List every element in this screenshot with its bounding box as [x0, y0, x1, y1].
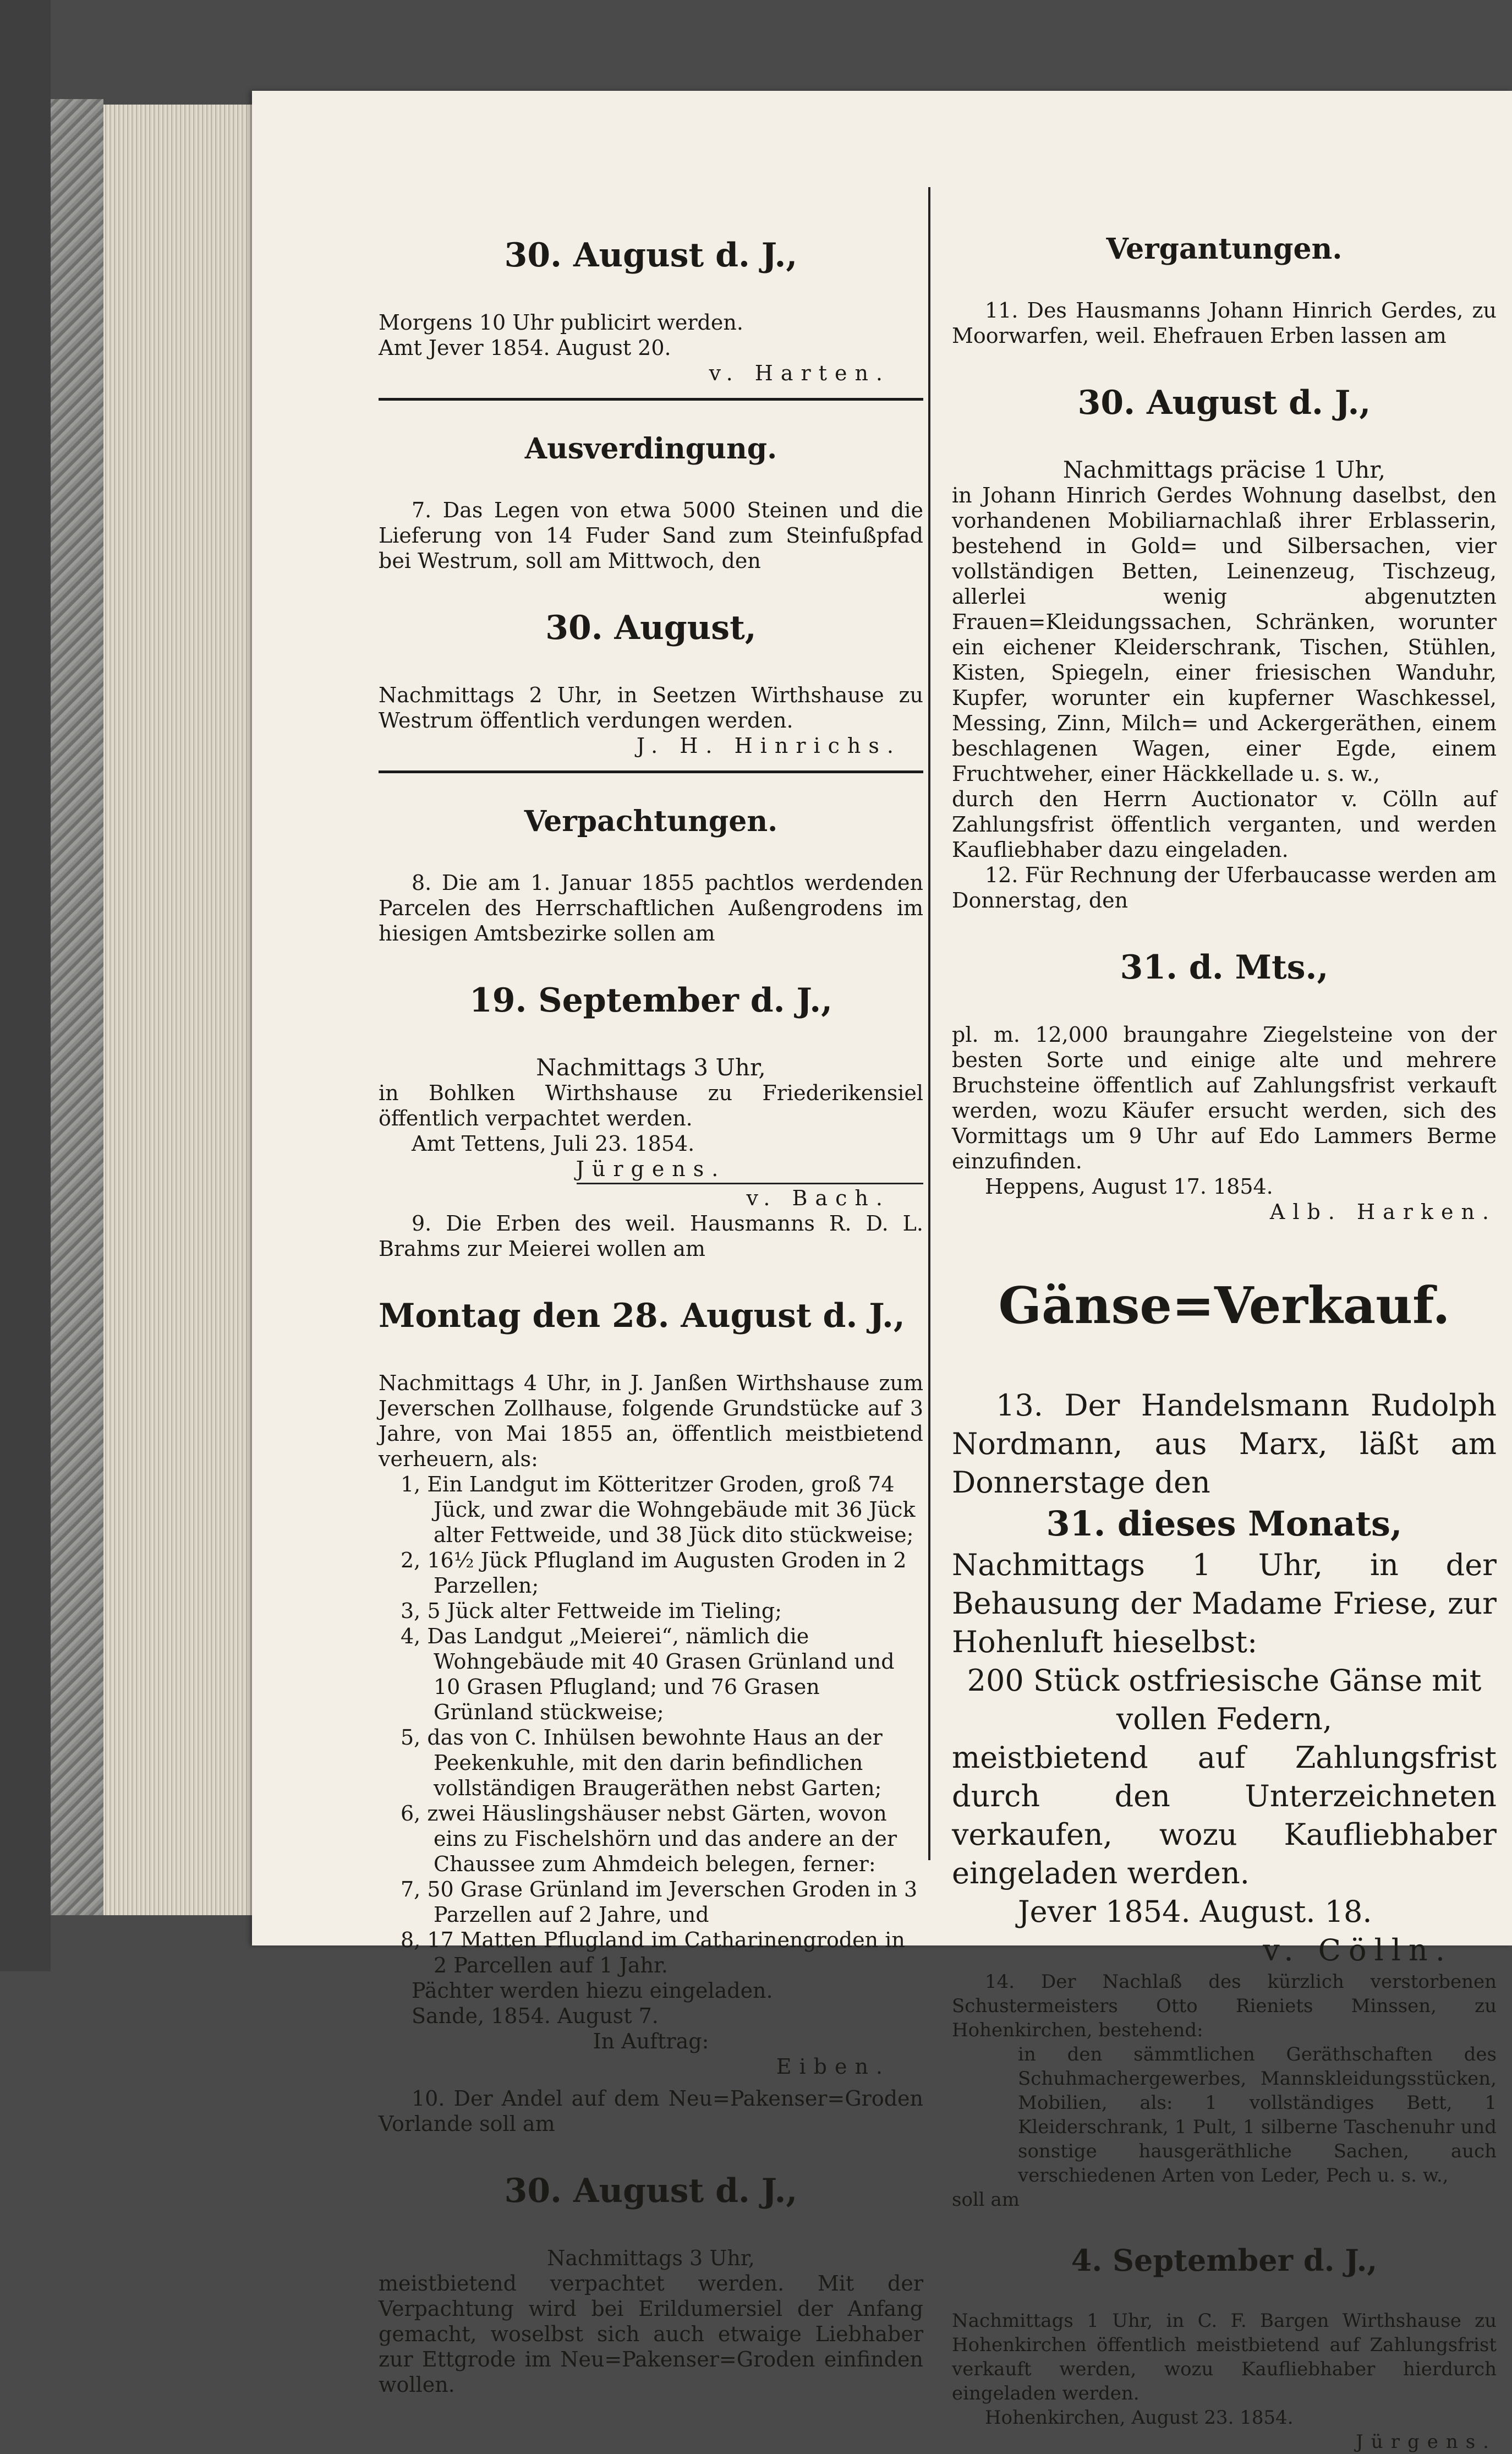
date-heading: 30. August d. J., [1077, 384, 1371, 422]
paragraph: 7. Das Legen von etwa 5000 Steinen und die Lieferung von 14 Fuder Sand zum Steinfußpfad bei Westrum, soll am Mittwoch, den [379, 498, 923, 573]
signature: J. H. Hinrichs. [636, 734, 901, 758]
text-line: Amt Jever 1854. August 20. [379, 336, 671, 360]
list-item: 7, 50 Grase Grünland im Jeverschen Groden in 3 Parzellen auf 2 Jahre, und [401, 1877, 918, 1927]
page [252, 91, 1512, 2453]
signature: v. Bach. [746, 1186, 890, 1210]
paragraph: in den sämmtlichen Geräthschaften des Schuhmachergewerbes, Mannskleidungsstücken, Mobilien, als: 1 vollständiges Bett, 1 Kleiderschrank, 1 Pult, 1 silberne Taschenuhr und sonstige hausgeräthliche Sachen, auch verschiedenen Arten von Leder, Pech u. s. w., [1018, 2043, 1497, 2187]
right-column [952, 201, 1497, 2454]
paragraph: soll am [952, 2189, 1020, 2211]
list-item: 5, das von C. Inhülsen bewohnte Haus an der Peekenkuhle, mit den darin befindlichen vollständigen Braugeräthen nebst Garten; [401, 1725, 883, 1800]
date-heading: 31. dieses Monats, [1046, 1504, 1403, 1544]
signature: v. Harten. [709, 361, 890, 385]
list-item: 8, 17 Matten Pflugland im Catharinengroden in 2 Parcellen auf 1 Jahr. [401, 1928, 905, 1977]
section-rule [379, 770, 923, 773]
marbled-edge [51, 99, 103, 1915]
paragraph: 10. Der Andel auf dem Neu=Pakenser=Groden Vorlande soll am [379, 2086, 923, 2136]
paragraph: Pächter werden hiezu eingeladen. [412, 1978, 773, 2003]
list-item: 1, Ein Landgut im Kötteritzer Groden, groß 74 Jück, und zwar die Wohngebäude mit 36 Jück alter Fettweide, und 38 Jück dito stückweise; [401, 1472, 916, 1547]
date-heading: 30. August, [545, 609, 757, 647]
text-line: Morgens 10 Uhr publicirt werden. [379, 310, 743, 335]
date-heading: 30. August d. J., [504, 236, 798, 275]
time-line: Nachmittags 3 Uhr, [547, 2246, 755, 2270]
list-item: 4, Das Landgut „Meierei“, nämlich die Wohngebäude mit 40 Grasen Grünland und 10 Grasen Pflugland; und 76 Grasen Grünland stückweise; [401, 1624, 895, 1724]
paragraph: 13. Der Handelsmann Rudolph Nordmann, aus Marx, läßt am Donnerstage den [952, 1388, 1497, 1500]
paragraph: meistbietend auf Zahlungsfrist durch den Unterzeichneten verkaufen, wozu Kaufliebhaber eingeladen werden. [952, 1740, 1497, 1890]
signature: Alb. Harken. [1269, 1200, 1497, 1224]
paragraph: Nachmittags 4 Uhr, in J. Janßen Wirthshause zum Jeverschen Zollhause, folgende Grundstücke auf 3 Jahre, von Mai 1855 an, öffentlich meistbietend verheuern, als: [379, 1371, 923, 1471]
list-item: 3, 5 Jück alter Fettweide im Tieling; [401, 1599, 782, 1623]
paragraph: 12. Für Rechnung der Uferbaucasse werden am Donnerstag, den [952, 863, 1497, 912]
paragraph: durch den Herrn Auctionator v. Cölln auf Zahlungsfrist öffentlich verganten, und werden Kaufliebhaber dazu eingeladen. [952, 787, 1497, 862]
list-item: 6, zwei Häuslingshäuser nebst Gärten, wovon eins zu Fischelshörn und das andere an der Chaussee zum Ahmdeich belegen, ferner: [401, 1801, 897, 1876]
book-spine [0, 0, 51, 1971]
paragraph: meistbietend verpachtet werden. Mit der Verpachtung wird bei Erildumersiel der Anfang gemacht, woselbst sich auch etwaige Liebhaber zur Ettgrode im Neu=Pakenser=Groden einfinden wollen. [379, 2271, 923, 2397]
paragraph: 14. Der Nachlaß des kürzlich verstorbenen Schustermeisters Otto Rieniets Minssen, zu Hohenkirchen, bestehend: [952, 1971, 1497, 2041]
section-heading: Gänse=Verkauf. [998, 1276, 1450, 1335]
paragraph: in Johann Hinrich Gerdes Wohnung daselbst, den vorhandenen Mobiliarnachlaß ihrer Erblasserin, bestehend in Gold= und Silbersachen, vier vollständigen Betten, Leinenzeug, Tischzeug, allerlei wenig abgenutzten Frauen=Kleidungssachen, Schränken, worunter ein eichener Kleiderschrank, Tischen, Stühlen, Kisten, Spiegeln, einer friesischen Wanduhr, Kupfer, worunter ein kupferner Waschkessel, Messing, Zinn, Milch= und Ackergeräthen, einem beschlagenen Wagen, einer Egde, einem Fruchtweher, einer Häckkellade u. s. w., [952, 483, 1497, 786]
date-heading: 31. d. Mts., [1120, 948, 1329, 987]
in-auftrag: In Auftrag: [593, 2029, 709, 2053]
date-heading: Montag den 28. August d. J., [379, 1297, 905, 1335]
place-date: Heppens, August 17. 1854. [985, 1174, 1273, 1199]
paragraph: 9. Die Erben des weil. Hausmanns R. D. L. Brahms zur Meierei wollen am [379, 1211, 923, 1261]
date-heading: 30. August d. J., [504, 2172, 798, 2210]
time-line: Nachmittags präcise 1 Uhr, [1062, 456, 1386, 483]
paragraph: 11. Des Hausmanns Johann Hinrich Gerdes, zu Moorwarfen, weil. Ehefrauen Erben lassen am [952, 298, 1497, 348]
date-heading: 19. September d. J., [469, 981, 832, 1020]
paragraph: 8. Die am 1. Januar 1855 pachtlos werdenden Parcelen des Herrschaftlichen Außengrodens im hiesigen Amtsbezirke sollen am [379, 871, 923, 945]
section-rule [379, 398, 923, 401]
section-heading: Vergantungen. [1106, 232, 1343, 266]
column-divider [928, 187, 930, 1860]
signature-rule [577, 1183, 923, 1184]
left-column [379, 201, 923, 2397]
signature: Jürgens. [576, 1157, 726, 1181]
paragraph: in Bohlken Wirthshause zu Friederikensiel öffentlich verpachtet werden. [379, 1081, 923, 1130]
page-edges [103, 105, 252, 1915]
time-line: Nachmittags 3 Uhr, [536, 1054, 766, 1081]
paragraph: Nachmittags 1 Uhr, in der Behausung der Madame Friese, zur Hohenluft hieselbst: [952, 1548, 1497, 1659]
paragraph: Nachmittags 1 Uhr, in C. F. Bargen Wirthshause zu Hohenkirchen öffentlich meistbietend auf Zahlungsfrist verkauft werden, wozu Kaufliebhaber hierdurch eingeladen werden. [952, 2310, 1497, 2404]
section-heading: Ausverdingung. [524, 432, 777, 466]
paragraph: pl. m. 12,000 braungahre Ziegelsteine von der besten Sorte und einige alte und mehrere Bruchsteine öffentlich auf Zahlungsfrist verkauft werden, wozu Käufer ersucht werden, sich des Vormittags um 9 Uhr auf Edo Lammers Berme einzufinden. [952, 1023, 1497, 1173]
list-item: 2, 16½ Jück Pflugland im Augusten Groden in 2 Parzellen; [401, 1548, 907, 1598]
paragraph: Nachmittags 2 Uhr, in Seetzen Wirthshause zu Westrum öffentlich verdungen werden. [379, 683, 923, 733]
signature: v. Cölln. [1263, 1933, 1453, 1967]
place-date: Hohenkirchen, August 23. 1854. [985, 2407, 1294, 2429]
signature: Jürgens. [1356, 2431, 1497, 2453]
paragraph: 200 Stück ostfriesische Gänse mit vollen Federn, [967, 1663, 1482, 1736]
place-date: Jever 1854. August. 18. [1018, 1894, 1372, 1929]
section-heading: Verpachtungen. [524, 805, 778, 838]
place-date: Sande, 1854. August 7. [412, 2004, 659, 2028]
place-date: Amt Tettens, Juli 23. 1854. [412, 1132, 695, 1156]
signature: Eiben. [776, 2054, 890, 2079]
date-heading: 4. September d. J., [1071, 2243, 1378, 2278]
